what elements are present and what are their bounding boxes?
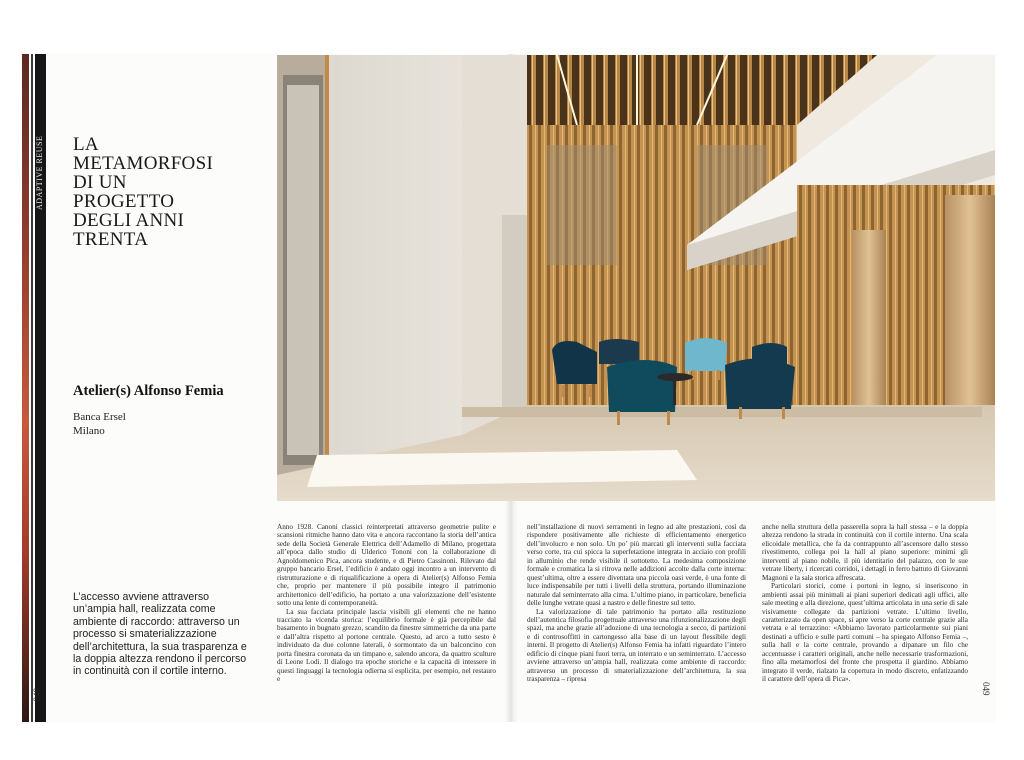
body-paragraph: Particolari storici, come i portoni in legno, si inseriscono in ambienti assai più minimali ai piani superiori dedicati agli uffici, alle sale meeting e alla direzione, quest’ultima articolata in una serie di sale visivamente collegate da partizioni vetrate. L’ultimo livello, caratterizzato da open space, si apre verso la corte centrale grazie alla vetrata e al terrazzino: «Abbiamo lavorato particolarmente sui piani destinati a ufficio e sulle parti comuni – ha spiegato Alfonso Femia –, sulla hall e la corte centrale, provando a dipanare un filo che accentuasse i caratteri originali, anche nelle necessarie trasformazioni, fino alla metamorfosi del fronte che prospetta il giardino. Abbiamo integrato il verde, rialzato la copertura in modo discreto, enfatizzando il carattere dell’opera di Pica». bbox=[762, 582, 968, 684]
body-column-3 bbox=[762, 523, 968, 684]
page-number-right: 049 bbox=[981, 682, 991, 696]
article-title bbox=[73, 135, 253, 249]
title-line: DEGLI ANNI bbox=[73, 210, 185, 231]
spine-color-strip bbox=[22, 54, 29, 722]
body-paragraph: Anno 1928. Canoni classici reinterpretati attraverso geometrie pulite e scansioni ritmiche hanno dato vita e ancora raccontano la storia dell’antica sede della Società Generale Elettrica dell’Adamello di Milano, progettata all’epoca dallo studio di Ulderico Tononi con la collaborazione di Agnoldomenico Pica, ancora studente, e di Pietro Cassinoni. Rilevato dal gruppo bancario Ersel, l’edificio è andato oggi incontro a un intervento di ristrutturazione e di riqualificazione a opera di Atelier(s) Alfonso Femia che, proprio per mantenere il più possibile integro il patrimonio architettonico dell’edificio, ha portato a una valorizzazione dell’esistente sotto una lente di contemporaneità. bbox=[277, 523, 496, 608]
page-number-left: 048 bbox=[32, 688, 42, 702]
project-name: Banca Ersel bbox=[73, 411, 126, 423]
title-line: DI UN bbox=[73, 172, 127, 193]
body-paragraph: La valorizzazione di tale patrimonio ha portato alla restituzione dell’autentica filosofia progettuale attraverso una rifunzionalizzazione degli spazi, ma anche grazie all’adozione di una tecnologia a secco, di partizioni e di controsoffitti in cartongesso alla base di un layout flessibile degli interni. Il progetto di Atelier(s) Alfonso Femia ha infatti riguardato l’intero edificio di cinque piani fuori terra, un interrato e un seminterrato. L’accesso avviene attraverso un’ampia hall, realizzata come ambiente di raccordo: attraverso un processo di smaterializzazione dell’architettura, la sua trasparenza – ripresa bbox=[527, 607, 746, 684]
hall-photo bbox=[277, 55, 995, 501]
title-line: LA bbox=[73, 134, 99, 155]
body-column-2 bbox=[527, 523, 746, 684]
project-city: Milano bbox=[73, 425, 105, 437]
body-paragraph: nell’installazione di nuovi serramenti in legno ad alte prestazioni, così da rispondere positivamente alle richieste di efficientamento energetico dell’involucro e non solo. Un po’ più marcati gli interventi sulla facciata verso corte, tra cui spicca la superfetazione integrata in acciaio con profili in alluminio che rende visibile il sottotetto. La medesima composizione formale e cromatica la si ritrova nelle addizioni accolte dalla corte interna: quest’ultima, oltre a essere diventata una piccola oasi verde, è una fonte di luce indispensabile per tutti i livelli della struttura, portando illuminazione naturale dal seminterrato alla cima. L’ultimo piano, in particolare, beneficia delle lunghe vetrate quasi a nastro e delle finestre sul tetto. bbox=[527, 523, 746, 608]
section-tag: ADAPTIVE REUSE bbox=[35, 135, 44, 210]
title-line: PROGETTO bbox=[73, 191, 175, 212]
spine-line bbox=[31, 54, 33, 722]
title-line: METAMORFOSI bbox=[73, 153, 214, 174]
lead-paragraph: L’accesso avviene attraverso un’ampia hall, realizzata come ambiente di raccordo: attraverso un processo si smaterializzazione dell’architettura, la sua trasparenza e la doppia altezza rendono il percorso in continuità con il cortile interno. bbox=[73, 591, 247, 678]
body-paragraph: La sua facciata principale lascia visibili gli elementi che ne hanno tracciato la vicenda storica: l’equilibrio formale è già percepibile dal basamento in bugnato grezzo, scandito da finestre simmetriche da una parte e dall’altra rispetto al portone centrale. Questo, ad arco a tutto sesto è individuato da due colonne laterali, è sormontato da un balconcino con porta finestra coronata da un timpano e, salendo ancora, da quattro sculture di Leone Lodi. Il dialogo tra epoche storiche e la capacità di intessere in questi linguaggi la tecnologia odierna si esplicita, per esempio, nel restauro e bbox=[277, 607, 496, 684]
title-line: TRENTA bbox=[73, 229, 149, 250]
architect-name: Atelier(s) Alfonso Femia bbox=[73, 383, 224, 399]
body-paragraph: anche nella struttura della passerella sopra la hall stessa – e la doppia altezza rendono la strada in continuità con il cortile interno. Una scala elicoidale metallica, che fa da contrappunto all’ascensore dallo stesso rivestimento, collega poi la hall al piano superiore: minimi gli interventi al piano nobile, il più identitario del palazzo, con le sue vetrate liberty, i ricercati corridoi, i dettagli in ferro battuto di Giovanni Magnoni e la sala storica affrescata. bbox=[762, 523, 968, 582]
body-column-1 bbox=[277, 523, 496, 684]
